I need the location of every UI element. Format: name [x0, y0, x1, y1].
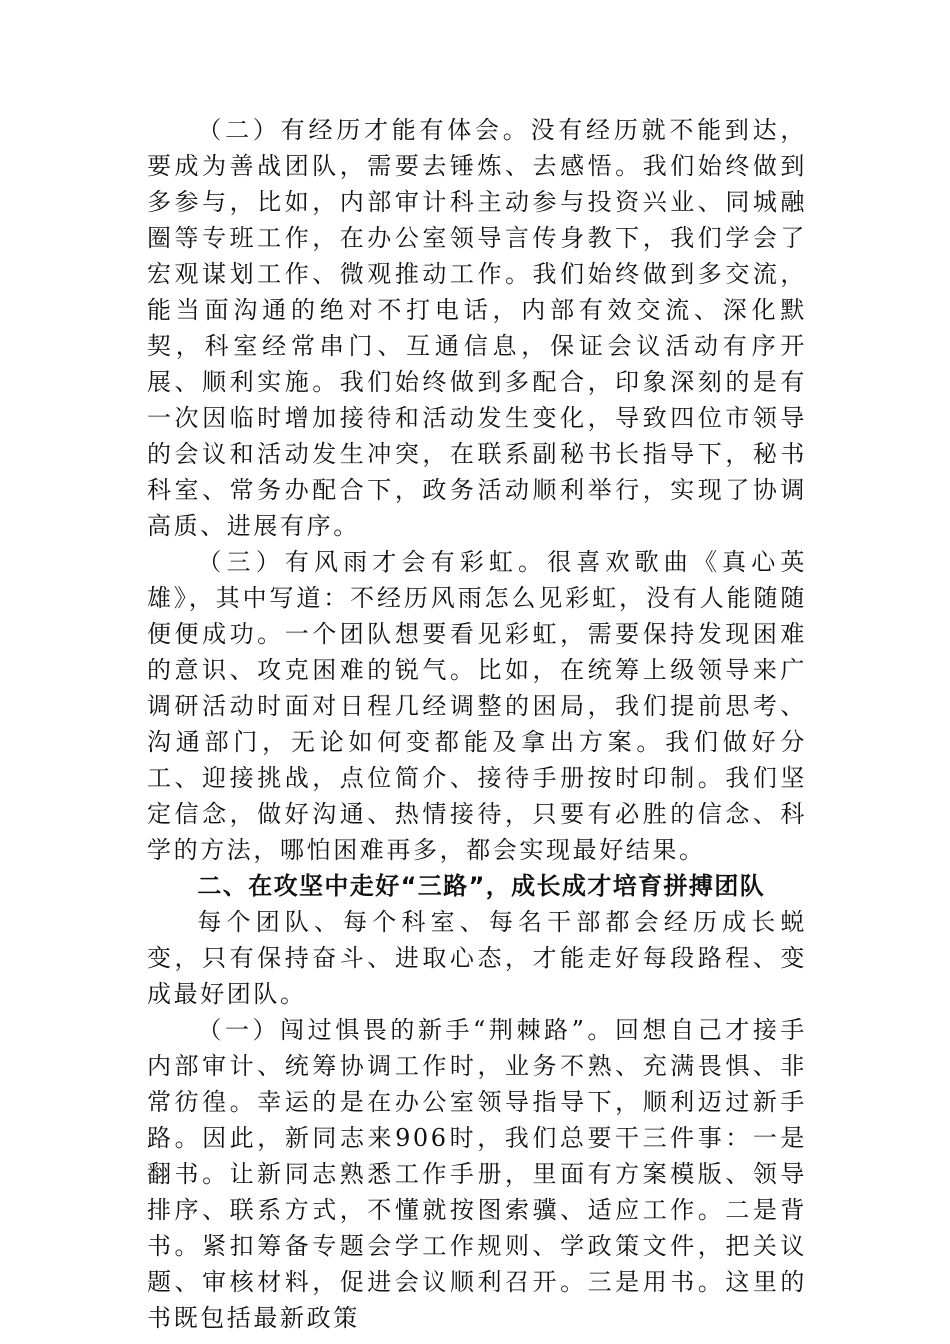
section-heading-two: 二、在攻坚中走好“三路”，成长成才培育拼搏团队 [197, 872, 766, 900]
paragraph-newcomer: （一）闯过惧畏的新手“荆棘路”。回想自己才接手内部审计、统筹协调工作时，业务不熟、充满畏惧、非常彷徨。幸运的是在办公室领导指导下，顺利迈过新手路。因此，新同志来906时，我们总要干三件事：一是翻书。让新同志熟悉工作手册，里面有方案模版、领导排序、联系方式，不懂就按图索骥、适应工作。二是背书。紧扣筹备专题会学工作规则、学政策文件，把关议题、审核材料，促进会议顺利召开。三是用书。这里的书既包括最新政策 [147, 1016, 807, 1332]
paragraph-section-intro: 每个团队、每个科室、每名干部都会经历成长蜕变，只有保持奋斗、进取心态，才能走好每段路程、变成最好团队。 [147, 908, 807, 1008]
paragraph-experience: （二）有经历才能有体会。没有经历就不能到达，要成为善战团队，需要去锤炼、去感悟。我们始终做到多参与，比如，内部审计科主动参与投资兴业、同城融圈等专班工作，在办公室领导言传身教下，我们学会了宏观谋划工作、微观推动工作。我们始终做到多交流，能当面沟通的绝对不打电话，内部有效交流、深化默契，科室经常串门、互通信息，保证会议活动有序开展、顺利实施。我们始终做到多配合，印象深刻的是有一次因临时增加接待和活动发生变化，导致四位市领导的会议和活动发生冲突，在联系副秘书长指导下，秘书科室、常务办配合下，政务活动顺利举行，实现了协调高质、进展有序。 [147, 116, 807, 540]
paragraph-rainbow: （三）有风雨才会有彩虹。很喜欢歌曲《真心英雄》，其中写道：不经历风雨怎么见彩虹，没有人能随随便便成功。一个团队想要看见彩虹，需要保持发现困难的意识、攻克困难的锐气。比如，在统筹上级领导来广调研活动时面对日程几经调整的困局，我们提前思考、沟通部门，无论如何变都能及拿出方案。我们做好分工、迎接挑战，点位简介、接待手册按时印制。我们坚定信念，做好沟通、热情接待，只要有必胜的信念、科学的方法，哪怕困难再多，都会实现最好结果。 [147, 548, 807, 864]
document-page [147, 112, 807, 1332]
